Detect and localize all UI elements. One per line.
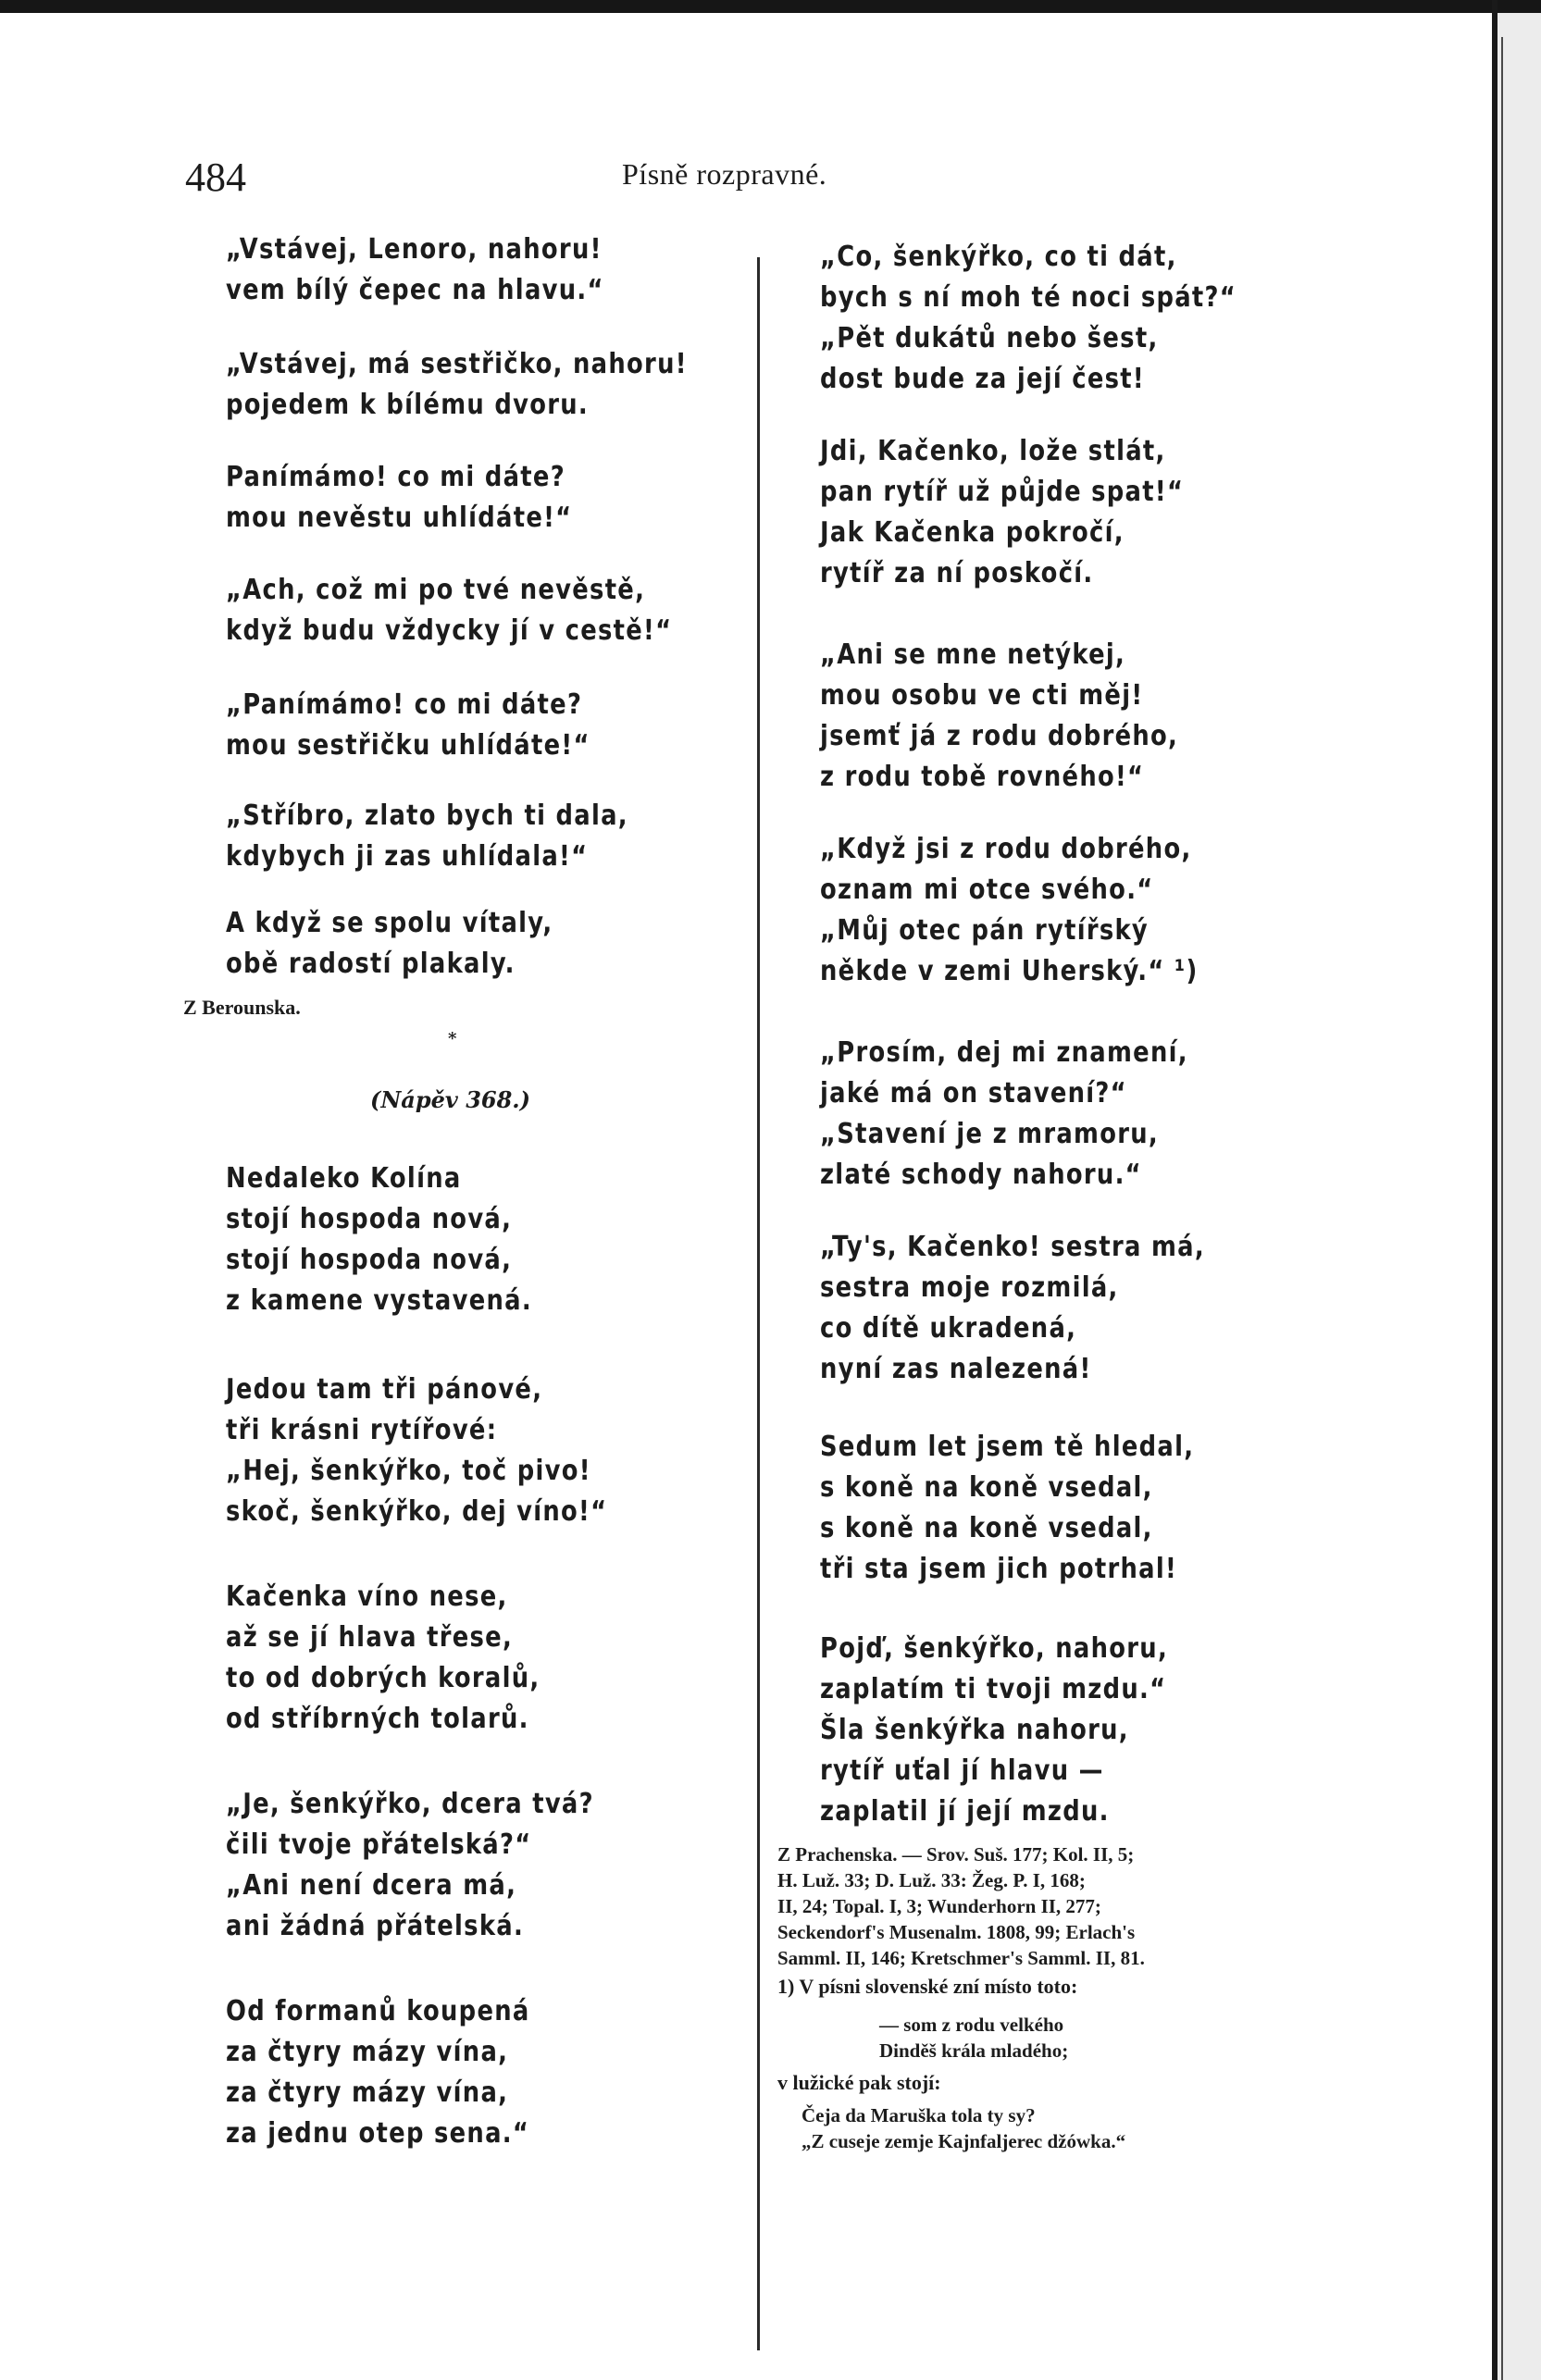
verse-line: „Stavení je z mramoru,	[820, 1118, 1160, 1150]
verse-line: mou sestřičku uhlídáte!“	[226, 729, 590, 762]
verse-line: A když se spolu vítaly,	[226, 907, 553, 939]
verse-line: Panímámo! co mi dáte?	[226, 461, 565, 493]
reference-line: H. Luž. 33; D. Luž. 33: Žeg. P. I, 168;	[777, 1869, 1086, 1891]
running-head: Písně rozpravné.	[622, 157, 827, 191]
stanza	[820, 1033, 1249, 1196]
reference-line: Z Prachenska. — Srov. Suš. 177; Kol. II, 5;	[777, 1843, 1135, 1866]
verse-line: bych s ní moh té noci spát?“	[820, 281, 1237, 314]
verse-line: někde v zemi Uherský.“ ¹)	[820, 955, 1199, 987]
verse-line: z kamene vystavená.	[226, 1284, 532, 1317]
references-note	[777, 1841, 1145, 1971]
footnote-quote-secondary	[802, 2102, 1125, 2154]
footnote-line: Čeja da Maruška tola ty sy?	[802, 2104, 1036, 2126]
verse-line: „Ach, což mi po tvé nevěstě,	[226, 574, 646, 606]
verse-line: Od formanů koupená	[226, 1995, 530, 2027]
verse-line: sestra moje rozmilá,	[820, 1271, 1119, 1304]
verse-line: „Ani není dcera má,	[226, 1869, 517, 1902]
verse-line: mou osobu ve cti měj!	[820, 679, 1144, 712]
verse-line: stojí hospoda nová,	[226, 1203, 513, 1235]
verse-line: „Ty's, Kačenko! sestra má,	[820, 1231, 1205, 1263]
verse-line: až se jí hlava třese,	[226, 1621, 514, 1654]
verse-line: „Hej, šenkýřko, toč pivo!	[226, 1455, 591, 1487]
stanza	[820, 1427, 1255, 1590]
verse-line: mou nevěstu uhlídáte!“	[226, 502, 573, 534]
stanza	[820, 1227, 1268, 1390]
verse-line: „Co, šenkýřko, co ti dát,	[820, 241, 1177, 273]
verse-line: jsemť já z rodu dobrého,	[820, 720, 1179, 752]
verse-line: s koně na koně vsedal,	[820, 1471, 1153, 1504]
verse-line: za čtyry mázy vína,	[226, 2036, 509, 2068]
verse-line: za jednu otep sena.“	[226, 2117, 530, 2150]
scan-margin	[1498, 0, 1541, 2380]
verse-line: pan rytíř už půjde spat!“	[820, 476, 1185, 508]
verse-line: „Panímámo! co mi dáte?	[226, 688, 583, 721]
reference-line: Samml. II, 146; Kretschmer's Samml. II, 81.	[777, 1947, 1145, 1969]
stanza	[820, 431, 1243, 594]
stanza	[820, 635, 1237, 798]
scan-border-right-inner	[1501, 37, 1503, 2380]
footnote-line: „Z cuseje zemje Kajnfaljerec džówka.“	[802, 2130, 1126, 2152]
verse-line: rytíř za ní poskočí.	[820, 557, 1094, 589]
verse-line: když budu vždycky jí v cestě!“	[226, 614, 673, 647]
stanza	[226, 796, 694, 877]
stanza	[226, 1159, 582, 1321]
stanza	[820, 237, 1304, 400]
footnote-line: — som z rodu velkého	[879, 2014, 1064, 2036]
verse-line: „Prosím, dej mi znamení,	[820, 1036, 1188, 1069]
tune-reference: (Nápěv 368.)	[370, 1086, 531, 1113]
verse-line: dost bude za její čest!	[820, 363, 1145, 395]
stanza	[226, 1784, 654, 1947]
footnote-line: Dinděš krála mladého;	[879, 2039, 1069, 2062]
scan-border-top	[0, 0, 1541, 13]
verse-line: kdybych ji zas uhlídala!“	[226, 840, 589, 873]
stanza	[226, 570, 745, 651]
verse-line: „Můj otec pán rytířský	[820, 914, 1150, 947]
stanza	[820, 1629, 1224, 1832]
verse-line: Jdi, Kačenko, lože stlát,	[820, 435, 1166, 467]
verse-line: Pojď, šenkýřko, nahoru,	[820, 1632, 1169, 1665]
verse-line: Sedum let jsem tě hledal,	[820, 1431, 1195, 1463]
verse-line: „Ani se mne netýkej,	[820, 638, 1126, 671]
verse-line: Jedou tam tři pánové,	[226, 1373, 543, 1406]
verse-line: čili tvoje přátelská?“	[226, 1828, 532, 1861]
verse-line: s koně na koně vsedal,	[820, 1512, 1153, 1544]
verse-line: zlaté schody nahoru.“	[820, 1159, 1142, 1191]
reference-line: Seckendorf's Musenalm. 1808, 99; Erlach's	[777, 1921, 1136, 1943]
verse-line: obě radostí plakaly.	[226, 948, 516, 980]
verse-line: za čtyry mázy vína,	[226, 2076, 509, 2109]
verse-line: z rodu tobě rovného!“	[820, 761, 1145, 793]
verse-line: Jak Kačenka pokročí,	[820, 516, 1125, 549]
verse-line: oznam mi otce svého.“	[820, 874, 1154, 906]
verse-line: „Stříbro, zlato bych ti dala,	[226, 800, 628, 832]
verse-line: stojí hospoda nová,	[226, 1244, 513, 1276]
footnote-intro-secondary: v lužické pak stojí:	[777, 2071, 941, 2094]
stanza	[820, 829, 1260, 992]
verse-line: Šla šenkýřka nahoru,	[820, 1714, 1129, 1746]
source-note: Z Berounska.	[183, 996, 301, 1019]
verse-line: rytíř uťal jí hlavu —	[820, 1754, 1104, 1787]
page-number: 484	[185, 155, 246, 200]
footnote-intro: 1) V písni slovenské zní místo toto:	[777, 1975, 1078, 1998]
stanza	[226, 1370, 669, 1532]
verse-line: „Vstávej, Lenoro, nahoru!	[226, 233, 603, 266]
verse-line: jaké má on stavení?“	[820, 1077, 1127, 1109]
verse-line: zaplatil jí její mzdu.	[820, 1795, 1110, 1828]
verse-line: od stříbrných tolarů.	[226, 1703, 529, 1735]
verse-line: „Pět dukátů nebo šest,	[820, 322, 1159, 354]
verse-line: zaplatím ti tvoji mzdu.“	[820, 1673, 1167, 1705]
verse-line: to od dobrých koralů,	[226, 1662, 541, 1694]
stanza	[226, 344, 763, 426]
verse-line: vem bílý čepec na hlavu.“	[226, 274, 604, 306]
verse-line: co dítě ukradená,	[820, 1312, 1077, 1345]
reference-line: II, 24; Topal. I, 3; Wunderhorn II, 277;	[777, 1895, 1101, 1917]
stanza	[226, 457, 628, 539]
separator-mark: *	[448, 1029, 457, 1048]
stanza	[226, 1991, 579, 2154]
verse-line: ani žádná přátelská.	[226, 1910, 525, 1942]
verse-line: skoč, šenkýřko, dej víno!“	[226, 1495, 608, 1528]
footnote-quote	[879, 2012, 1068, 2064]
verse-line: Kačenka víno nese,	[226, 1580, 508, 1613]
stanza	[226, 685, 650, 766]
scan-border-right	[1492, 0, 1498, 2380]
verse-line: Nedaleko Kolína	[226, 1162, 462, 1195]
verse-line: nyní zas nalezená!	[820, 1353, 1092, 1385]
verse-line: tři sta jsem jich potrhal!	[820, 1553, 1178, 1585]
verse-line: „Je, šenkýřko, dcera tvá?	[226, 1788, 594, 1820]
stanza	[226, 1577, 591, 1740]
column-divider	[757, 257, 760, 2350]
verse-line: „Vstávej, má sestřičko, nahoru!	[226, 348, 688, 380]
verse-line: tři krásni rytířové:	[226, 1414, 498, 1446]
stanza	[226, 229, 665, 311]
verse-line: pojedem k bílému dvoru.	[226, 389, 589, 421]
stanza	[226, 903, 606, 985]
verse-line: „Když jsi z rodu dobrého,	[820, 833, 1192, 865]
